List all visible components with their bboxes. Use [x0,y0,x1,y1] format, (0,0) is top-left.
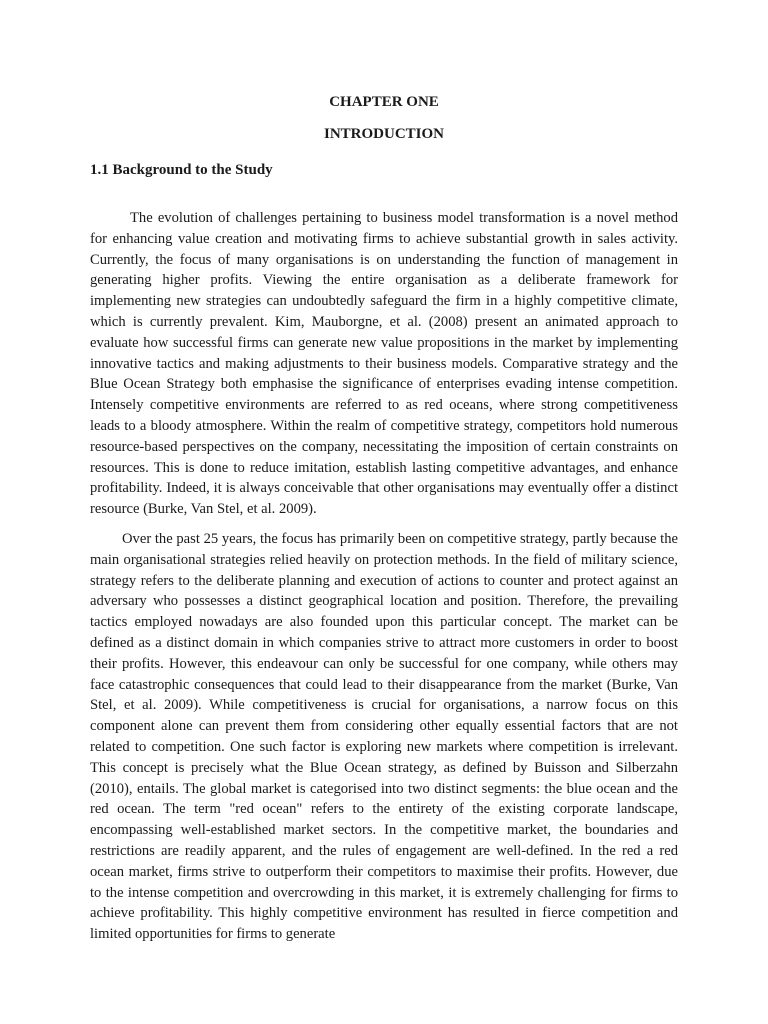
paragraph-1: The evolution of challenges pertaining to business model transformation is a novel method for enhancing value creation and motivating firms to achieve substantial growth in sales activity. Currently, the focus of many organisations is on understanding the function of management in generating higher profits. Viewing the entire organisation as a deliberate framework for implementing new strategies can undoubtedly safeguard the firm in a highly competitive climate, which is currently prevalent. Kim, Mauborgne, et al. (2008) present an animated approach to evaluate how successful firms can generate new value propositions in the market by implementing innovative tactics and making adjustments to their business models. Comparative strategy and the Blue Ocean Strategy both emphasise the significance of enterprises evading intense competition. Intensely competitive environments are referred to as red oceans, where strong competitiveness leads to a bloody atmosphere. Within the realm of competitive strategy, competitors hold numerous resource-based perspectives on the company, necessitating the imposition of certain constraints on resources. This is done to reduce imitation, establish lasting competitive advantages, and enhance profitability. Indeed, it is always conceivable that other organisations may eventually offer a distinct resource (Burke, Van Stel, et al. 2009). [90,210,678,518]
paragraph-2: Over the past 25 years, the focus has primarily been on competitive strategy, partly because the main organisational strategies relied heavily on protection methods. In the field of military science, strategy refers to the deliberate planning and execution of actions to counter and protect against an adversary who possesses a distinct geographical location and position. Therefore, the prevailing tactics employed nowadays are also founded upon this particular concept. The market can be defined as a distinct domain in which companies strive to attract more customers in order to boost their profits. However, this endeavour can only be successful for one company, while others may face catastrophic consequences that could lead to their disappearance from the market (Burke, Van Stel, et al. 2009). While competitiveness is crucial for organisations, a narrow focus on this component alone can prevent them from considering other equally essential factors that are not related to competition. One such factor is exploring new markets where competition is irrelevant. This concept is precisely what the Blue Ocean strategy, as defined by Buisson and Silberzahn (2010), entails. The global market is categorised into two distinct segments: the blue ocean and the red ocean. The term "red ocean" refers to the entirety of the existing corporate landscape, encompassing well-established market sectors. In the competitive market, the boundaries and restrictions are readily apparent, and the rules of engagement are well-defined. In the red a red ocean market, firms strive to outperform their competitors to maximise their profits. However, due to the intense competition and overcrowding in this market, it is extremely challenging for firms to achieve profitability. This highly competitive environment has resulted in fierce competition and limited opportunities for firms to generate [90,530,678,943]
chapter-title: CHAPTER ONE [329,94,439,110]
chapter-heading: INTRODUCTION [323,126,444,142]
section-heading: 1.1 Background to the Study [90,162,273,178]
